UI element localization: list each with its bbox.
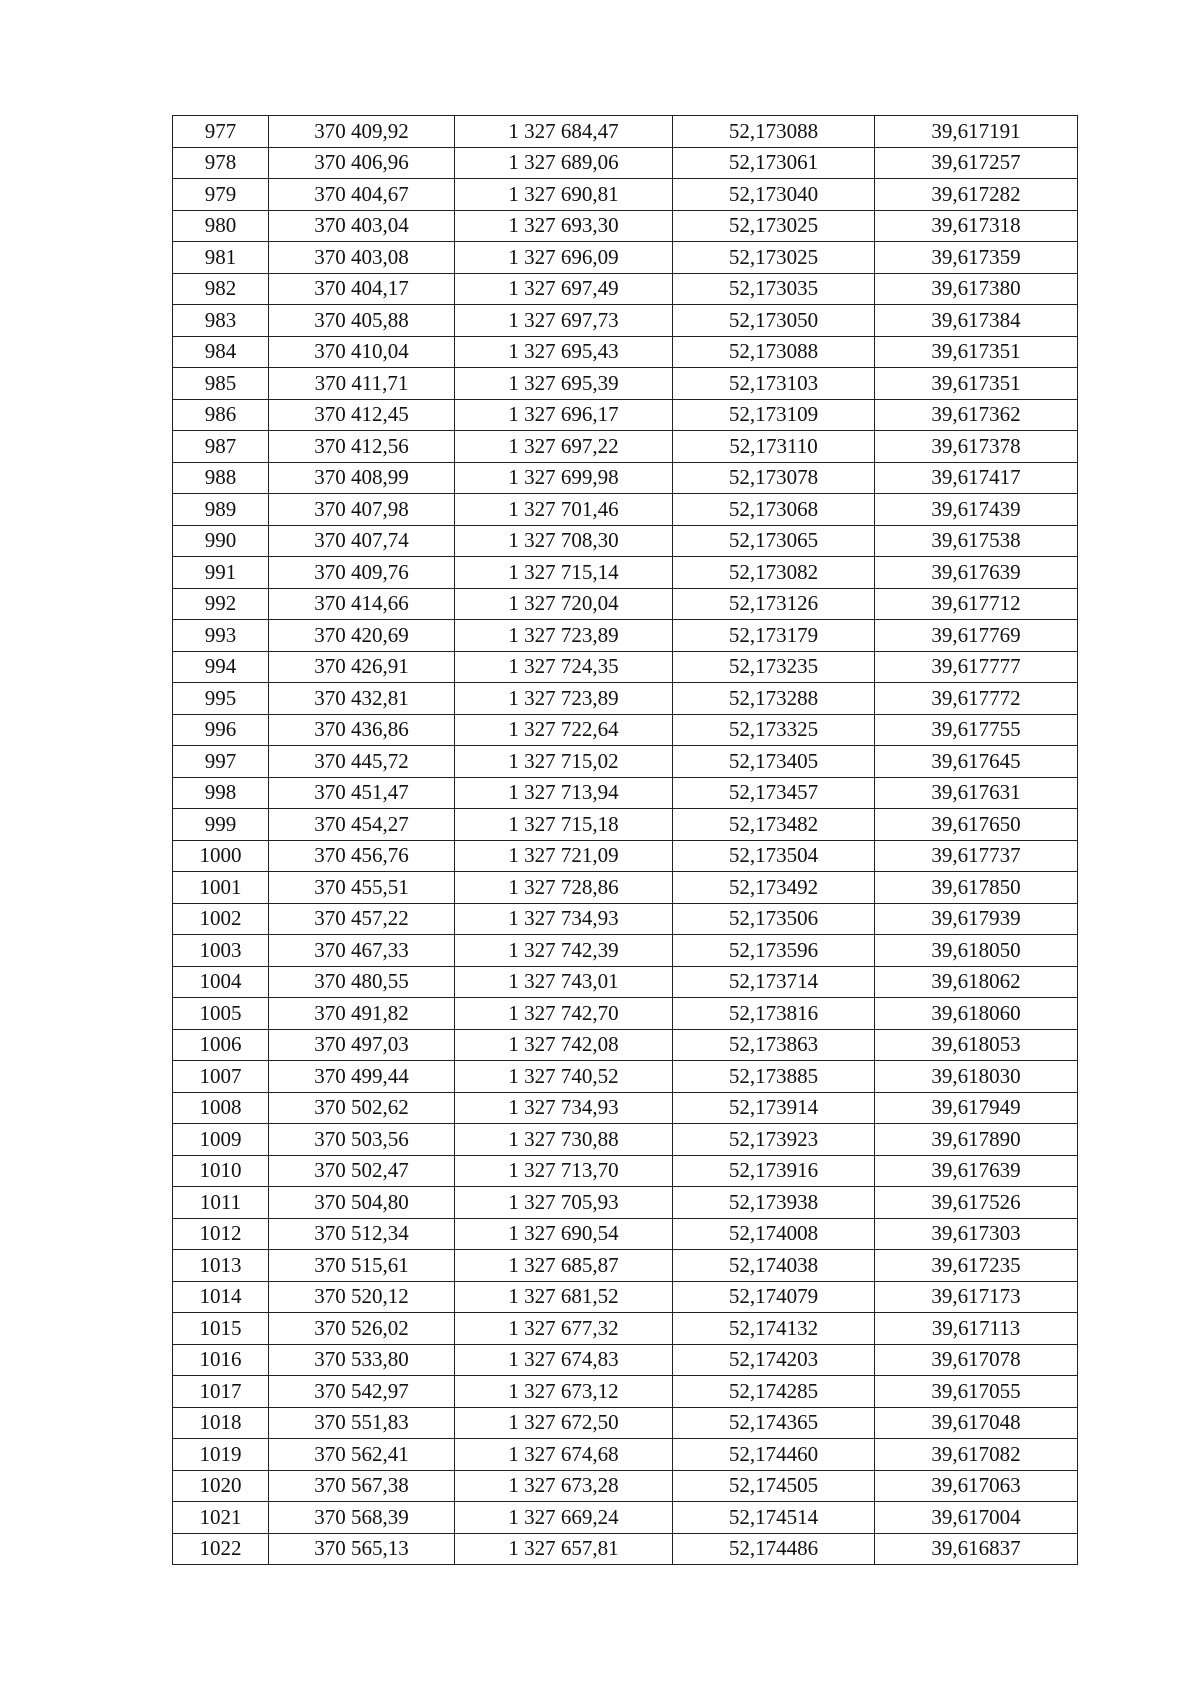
- point-number-cell: 1011: [173, 1187, 269, 1219]
- x-coordinate-cell: 370 568,39: [269, 1502, 455, 1534]
- y-coordinate-cell: 1 327 715,02: [455, 746, 673, 778]
- longitude-cell: 39,617173: [875, 1281, 1078, 1313]
- y-coordinate-cell: 1 327 669,24: [455, 1502, 673, 1534]
- x-coordinate-cell: 370 451,47: [269, 777, 455, 809]
- table-row: [173, 935, 1078, 967]
- latitude-cell: 52,173078: [673, 462, 875, 494]
- x-coordinate-cell: 370 405,88: [269, 305, 455, 337]
- latitude-cell: 52,173061: [673, 147, 875, 179]
- longitude-cell: 39,617772: [875, 683, 1078, 715]
- point-number-cell: 1015: [173, 1313, 269, 1345]
- y-coordinate-cell: 1 327 697,22: [455, 431, 673, 463]
- point-number-cell: 1004: [173, 966, 269, 998]
- latitude-cell: 52,173816: [673, 998, 875, 1030]
- point-number-cell: 1005: [173, 998, 269, 1030]
- y-coordinate-cell: 1 327 720,04: [455, 588, 673, 620]
- y-coordinate-cell: 1 327 681,52: [455, 1281, 673, 1313]
- point-number-cell: 989: [173, 494, 269, 526]
- table-row: [173, 809, 1078, 841]
- point-number-cell: 1001: [173, 872, 269, 904]
- point-number-cell: 1020: [173, 1470, 269, 1502]
- point-number-cell: 1006: [173, 1029, 269, 1061]
- x-coordinate-cell: 370 403,08: [269, 242, 455, 274]
- latitude-cell: 52,173103: [673, 368, 875, 400]
- point-number-cell: 982: [173, 273, 269, 305]
- x-coordinate-cell: 370 420,69: [269, 620, 455, 652]
- longitude-cell: 39,617351: [875, 336, 1078, 368]
- longitude-cell: 39,617351: [875, 368, 1078, 400]
- latitude-cell: 52,173068: [673, 494, 875, 526]
- y-coordinate-cell: 1 327 713,70: [455, 1155, 673, 1187]
- point-number-cell: 1018: [173, 1407, 269, 1439]
- x-coordinate-cell: 370 414,66: [269, 588, 455, 620]
- longitude-cell: 39,617362: [875, 399, 1078, 431]
- y-coordinate-cell: 1 327 742,39: [455, 935, 673, 967]
- point-number-cell: 995: [173, 683, 269, 715]
- x-coordinate-cell: 370 404,17: [269, 273, 455, 305]
- x-coordinate-cell: 370 512,34: [269, 1218, 455, 1250]
- latitude-cell: 52,173025: [673, 210, 875, 242]
- longitude-cell: 39,617078: [875, 1344, 1078, 1376]
- x-coordinate-cell: 370 409,92: [269, 116, 455, 148]
- longitude-cell: 39,617639: [875, 1155, 1078, 1187]
- latitude-cell: 52,174486: [673, 1533, 875, 1565]
- table-row: [173, 557, 1078, 589]
- point-number-cell: 990: [173, 525, 269, 557]
- y-coordinate-cell: 1 327 684,47: [455, 116, 673, 148]
- x-coordinate-cell: 370 403,04: [269, 210, 455, 242]
- table-row: [173, 651, 1078, 683]
- latitude-cell: 52,173938: [673, 1187, 875, 1219]
- latitude-cell: 52,173916: [673, 1155, 875, 1187]
- table-row: [173, 966, 1078, 998]
- longitude-cell: 39,617417: [875, 462, 1078, 494]
- longitude-cell: 39,617890: [875, 1124, 1078, 1156]
- point-number-cell: 1009: [173, 1124, 269, 1156]
- x-coordinate-cell: 370 542,97: [269, 1376, 455, 1408]
- longitude-cell: 39,617650: [875, 809, 1078, 841]
- y-coordinate-cell: 1 327 728,86: [455, 872, 673, 904]
- longitude-cell: 39,617631: [875, 777, 1078, 809]
- table-row: [173, 1029, 1078, 1061]
- longitude-cell: 39,617384: [875, 305, 1078, 337]
- y-coordinate-cell: 1 327 699,98: [455, 462, 673, 494]
- longitude-cell: 39,617769: [875, 620, 1078, 652]
- y-coordinate-cell: 1 327 697,49: [455, 273, 673, 305]
- longitude-cell: 39,617004: [875, 1502, 1078, 1534]
- y-coordinate-cell: 1 327 696,09: [455, 242, 673, 274]
- latitude-cell: 52,173065: [673, 525, 875, 557]
- table-row: [173, 462, 1078, 494]
- point-number-cell: 1008: [173, 1092, 269, 1124]
- y-coordinate-cell: 1 327 708,30: [455, 525, 673, 557]
- table-row: [173, 1187, 1078, 1219]
- latitude-cell: 52,173504: [673, 840, 875, 872]
- longitude-cell: 39,617439: [875, 494, 1078, 526]
- coordinates-table: [172, 115, 1078, 1565]
- point-number-cell: 1013: [173, 1250, 269, 1282]
- y-coordinate-cell: 1 327 693,30: [455, 210, 673, 242]
- latitude-cell: 52,174460: [673, 1439, 875, 1471]
- point-number-cell: 993: [173, 620, 269, 652]
- latitude-cell: 52,174132: [673, 1313, 875, 1345]
- table-row: [173, 872, 1078, 904]
- latitude-cell: 52,174285: [673, 1376, 875, 1408]
- table-row: [173, 1155, 1078, 1187]
- x-coordinate-cell: 370 454,27: [269, 809, 455, 841]
- y-coordinate-cell: 1 327 742,70: [455, 998, 673, 1030]
- y-coordinate-cell: 1 327 696,17: [455, 399, 673, 431]
- latitude-cell: 52,173109: [673, 399, 875, 431]
- latitude-cell: 52,173325: [673, 714, 875, 746]
- latitude-cell: 52,173050: [673, 305, 875, 337]
- point-number-cell: 988: [173, 462, 269, 494]
- latitude-cell: 52,174203: [673, 1344, 875, 1376]
- y-coordinate-cell: 1 327 724,35: [455, 651, 673, 683]
- latitude-cell: 52,173863: [673, 1029, 875, 1061]
- table-row: [173, 1533, 1078, 1565]
- longitude-cell: 39,617639: [875, 557, 1078, 589]
- table-row: [173, 305, 1078, 337]
- longitude-cell: 39,617082: [875, 1439, 1078, 1471]
- point-number-cell: 997: [173, 746, 269, 778]
- longitude-cell: 39,618030: [875, 1061, 1078, 1093]
- table-row: [173, 116, 1078, 148]
- y-coordinate-cell: 1 327 695,43: [455, 336, 673, 368]
- latitude-cell: 52,173082: [673, 557, 875, 589]
- longitude-cell: 39,617055: [875, 1376, 1078, 1408]
- table-row: [173, 777, 1078, 809]
- longitude-cell: 39,617359: [875, 242, 1078, 274]
- longitude-cell: 39,617380: [875, 273, 1078, 305]
- y-coordinate-cell: 1 327 657,81: [455, 1533, 673, 1565]
- y-coordinate-cell: 1 327 673,28: [455, 1470, 673, 1502]
- point-number-cell: 977: [173, 116, 269, 148]
- latitude-cell: 52,173457: [673, 777, 875, 809]
- point-number-cell: 1014: [173, 1281, 269, 1313]
- table-row: [173, 179, 1078, 211]
- point-number-cell: 1007: [173, 1061, 269, 1093]
- latitude-cell: 52,173040: [673, 179, 875, 211]
- table-row: [173, 683, 1078, 715]
- y-coordinate-cell: 1 327 721,09: [455, 840, 673, 872]
- table-row: [173, 273, 1078, 305]
- longitude-cell: 39,617850: [875, 872, 1078, 904]
- longitude-cell: 39,617755: [875, 714, 1078, 746]
- y-coordinate-cell: 1 327 743,01: [455, 966, 673, 998]
- y-coordinate-cell: 1 327 690,54: [455, 1218, 673, 1250]
- point-number-cell: 980: [173, 210, 269, 242]
- point-number-cell: 978: [173, 147, 269, 179]
- latitude-cell: 52,174038: [673, 1250, 875, 1282]
- x-coordinate-cell: 370 408,99: [269, 462, 455, 494]
- point-number-cell: 1002: [173, 903, 269, 935]
- table-row: [173, 1439, 1078, 1471]
- x-coordinate-cell: 370 426,91: [269, 651, 455, 683]
- point-number-cell: 979: [173, 179, 269, 211]
- table-row: [173, 840, 1078, 872]
- longitude-cell: 39,617645: [875, 746, 1078, 778]
- latitude-cell: 52,173025: [673, 242, 875, 274]
- longitude-cell: 39,617282: [875, 179, 1078, 211]
- y-coordinate-cell: 1 327 734,93: [455, 1092, 673, 1124]
- point-number-cell: 991: [173, 557, 269, 589]
- x-coordinate-cell: 370 502,47: [269, 1155, 455, 1187]
- table-row: [173, 588, 1078, 620]
- table-row: [173, 368, 1078, 400]
- table-row: [173, 1218, 1078, 1250]
- y-coordinate-cell: 1 327 689,06: [455, 147, 673, 179]
- latitude-cell: 52,173714: [673, 966, 875, 998]
- y-coordinate-cell: 1 327 730,88: [455, 1124, 673, 1156]
- table-row: [173, 494, 1078, 526]
- longitude-cell: 39,617318: [875, 210, 1078, 242]
- longitude-cell: 39,617257: [875, 147, 1078, 179]
- y-coordinate-cell: 1 327 672,50: [455, 1407, 673, 1439]
- x-coordinate-cell: 370 457,22: [269, 903, 455, 935]
- point-number-cell: 1017: [173, 1376, 269, 1408]
- x-coordinate-cell: 370 526,02: [269, 1313, 455, 1345]
- latitude-cell: 52,174008: [673, 1218, 875, 1250]
- y-coordinate-cell: 1 327 723,89: [455, 620, 673, 652]
- x-coordinate-cell: 370 503,56: [269, 1124, 455, 1156]
- point-number-cell: 1012: [173, 1218, 269, 1250]
- latitude-cell: 52,174514: [673, 1502, 875, 1534]
- table-row: [173, 1250, 1078, 1282]
- point-number-cell: 998: [173, 777, 269, 809]
- longitude-cell: 39,618050: [875, 935, 1078, 967]
- x-coordinate-cell: 370 407,98: [269, 494, 455, 526]
- longitude-cell: 39,617538: [875, 525, 1078, 557]
- point-number-cell: 983: [173, 305, 269, 337]
- y-coordinate-cell: 1 327 673,12: [455, 1376, 673, 1408]
- table-row: [173, 1502, 1078, 1534]
- table-row: [173, 714, 1078, 746]
- x-coordinate-cell: 370 406,96: [269, 147, 455, 179]
- table-row: [173, 525, 1078, 557]
- longitude-cell: 39,617737: [875, 840, 1078, 872]
- y-coordinate-cell: 1 327 695,39: [455, 368, 673, 400]
- x-coordinate-cell: 370 551,83: [269, 1407, 455, 1439]
- longitude-cell: 39,617526: [875, 1187, 1078, 1219]
- latitude-cell: 52,174505: [673, 1470, 875, 1502]
- longitude-cell: 39,617191: [875, 116, 1078, 148]
- latitude-cell: 52,173596: [673, 935, 875, 967]
- point-number-cell: 1019: [173, 1439, 269, 1471]
- y-coordinate-cell: 1 327 740,52: [455, 1061, 673, 1093]
- x-coordinate-cell: 370 567,38: [269, 1470, 455, 1502]
- table-row: [173, 336, 1078, 368]
- x-coordinate-cell: 370 411,71: [269, 368, 455, 400]
- longitude-cell: 39,617048: [875, 1407, 1078, 1439]
- longitude-cell: 39,617303: [875, 1218, 1078, 1250]
- table-row: [173, 1092, 1078, 1124]
- x-coordinate-cell: 370 480,55: [269, 966, 455, 998]
- x-coordinate-cell: 370 499,44: [269, 1061, 455, 1093]
- longitude-cell: 39,617939: [875, 903, 1078, 935]
- longitude-cell: 39,618062: [875, 966, 1078, 998]
- x-coordinate-cell: 370 562,41: [269, 1439, 455, 1471]
- longitude-cell: 39,617235: [875, 1250, 1078, 1282]
- x-coordinate-cell: 370 407,74: [269, 525, 455, 557]
- latitude-cell: 52,173088: [673, 336, 875, 368]
- point-number-cell: 1000: [173, 840, 269, 872]
- x-coordinate-cell: 370 520,12: [269, 1281, 455, 1313]
- x-coordinate-cell: 370 565,13: [269, 1533, 455, 1565]
- coordinates-table-body: [173, 116, 1078, 1565]
- latitude-cell: 52,173914: [673, 1092, 875, 1124]
- y-coordinate-cell: 1 327 742,08: [455, 1029, 673, 1061]
- y-coordinate-cell: 1 327 734,93: [455, 903, 673, 935]
- latitude-cell: 52,173405: [673, 746, 875, 778]
- table-row: [173, 1376, 1078, 1408]
- table-row: [173, 210, 1078, 242]
- y-coordinate-cell: 1 327 713,94: [455, 777, 673, 809]
- point-number-cell: 992: [173, 588, 269, 620]
- longitude-cell: 39,618053: [875, 1029, 1078, 1061]
- x-coordinate-cell: 370 455,51: [269, 872, 455, 904]
- longitude-cell: 39,616837: [875, 1533, 1078, 1565]
- point-number-cell: 1022: [173, 1533, 269, 1565]
- table-row: [173, 1124, 1078, 1156]
- y-coordinate-cell: 1 327 722,64: [455, 714, 673, 746]
- x-coordinate-cell: 370 497,03: [269, 1029, 455, 1061]
- table-row: [173, 746, 1078, 778]
- point-number-cell: 996: [173, 714, 269, 746]
- table-row: [173, 147, 1078, 179]
- x-coordinate-cell: 370 432,81: [269, 683, 455, 715]
- point-number-cell: 986: [173, 399, 269, 431]
- point-number-cell: 1003: [173, 935, 269, 967]
- table-row: [173, 1470, 1078, 1502]
- y-coordinate-cell: 1 327 705,93: [455, 1187, 673, 1219]
- x-coordinate-cell: 370 436,86: [269, 714, 455, 746]
- x-coordinate-cell: 370 515,61: [269, 1250, 455, 1282]
- latitude-cell: 52,173088: [673, 116, 875, 148]
- latitude-cell: 52,173288: [673, 683, 875, 715]
- point-number-cell: 987: [173, 431, 269, 463]
- latitude-cell: 52,173035: [673, 273, 875, 305]
- point-number-cell: 984: [173, 336, 269, 368]
- longitude-cell: 39,617777: [875, 651, 1078, 683]
- y-coordinate-cell: 1 327 690,81: [455, 179, 673, 211]
- table-row: [173, 1344, 1078, 1376]
- latitude-cell: 52,173492: [673, 872, 875, 904]
- table-row: [173, 1407, 1078, 1439]
- latitude-cell: 52,173506: [673, 903, 875, 935]
- longitude-cell: 39,617712: [875, 588, 1078, 620]
- longitude-cell: 39,618060: [875, 998, 1078, 1030]
- y-coordinate-cell: 1 327 697,73: [455, 305, 673, 337]
- latitude-cell: 52,174365: [673, 1407, 875, 1439]
- point-number-cell: 981: [173, 242, 269, 274]
- table-row: [173, 998, 1078, 1030]
- x-coordinate-cell: 370 409,76: [269, 557, 455, 589]
- table-row: [173, 620, 1078, 652]
- table-row: [173, 399, 1078, 431]
- y-coordinate-cell: 1 327 701,46: [455, 494, 673, 526]
- y-coordinate-cell: 1 327 715,14: [455, 557, 673, 589]
- point-number-cell: 1021: [173, 1502, 269, 1534]
- x-coordinate-cell: 370 412,56: [269, 431, 455, 463]
- x-coordinate-cell: 370 456,76: [269, 840, 455, 872]
- x-coordinate-cell: 370 533,80: [269, 1344, 455, 1376]
- table-row: [173, 903, 1078, 935]
- table-row: [173, 242, 1078, 274]
- table-row: [173, 1061, 1078, 1093]
- latitude-cell: 52,173482: [673, 809, 875, 841]
- latitude-cell: 52,173179: [673, 620, 875, 652]
- x-coordinate-cell: 370 445,72: [269, 746, 455, 778]
- latitude-cell: 52,173126: [673, 588, 875, 620]
- point-number-cell: 994: [173, 651, 269, 683]
- x-coordinate-cell: 370 491,82: [269, 998, 455, 1030]
- y-coordinate-cell: 1 327 674,68: [455, 1439, 673, 1471]
- longitude-cell: 39,617113: [875, 1313, 1078, 1345]
- x-coordinate-cell: 370 410,04: [269, 336, 455, 368]
- x-coordinate-cell: 370 502,62: [269, 1092, 455, 1124]
- y-coordinate-cell: 1 327 677,32: [455, 1313, 673, 1345]
- y-coordinate-cell: 1 327 723,89: [455, 683, 673, 715]
- point-number-cell: 999: [173, 809, 269, 841]
- latitude-cell: 52,173110: [673, 431, 875, 463]
- x-coordinate-cell: 370 404,67: [269, 179, 455, 211]
- longitude-cell: 39,617378: [875, 431, 1078, 463]
- latitude-cell: 52,173885: [673, 1061, 875, 1093]
- latitude-cell: 52,174079: [673, 1281, 875, 1313]
- longitude-cell: 39,617949: [875, 1092, 1078, 1124]
- y-coordinate-cell: 1 327 674,83: [455, 1344, 673, 1376]
- table-row: [173, 1313, 1078, 1345]
- x-coordinate-cell: 370 467,33: [269, 935, 455, 967]
- point-number-cell: 985: [173, 368, 269, 400]
- y-coordinate-cell: 1 327 685,87: [455, 1250, 673, 1282]
- x-coordinate-cell: 370 504,80: [269, 1187, 455, 1219]
- point-number-cell: 1010: [173, 1155, 269, 1187]
- point-number-cell: 1016: [173, 1344, 269, 1376]
- latitude-cell: 52,173923: [673, 1124, 875, 1156]
- longitude-cell: 39,617063: [875, 1470, 1078, 1502]
- y-coordinate-cell: 1 327 715,18: [455, 809, 673, 841]
- table-row: [173, 431, 1078, 463]
- latitude-cell: 52,173235: [673, 651, 875, 683]
- x-coordinate-cell: 370 412,45: [269, 399, 455, 431]
- table-row: [173, 1281, 1078, 1313]
